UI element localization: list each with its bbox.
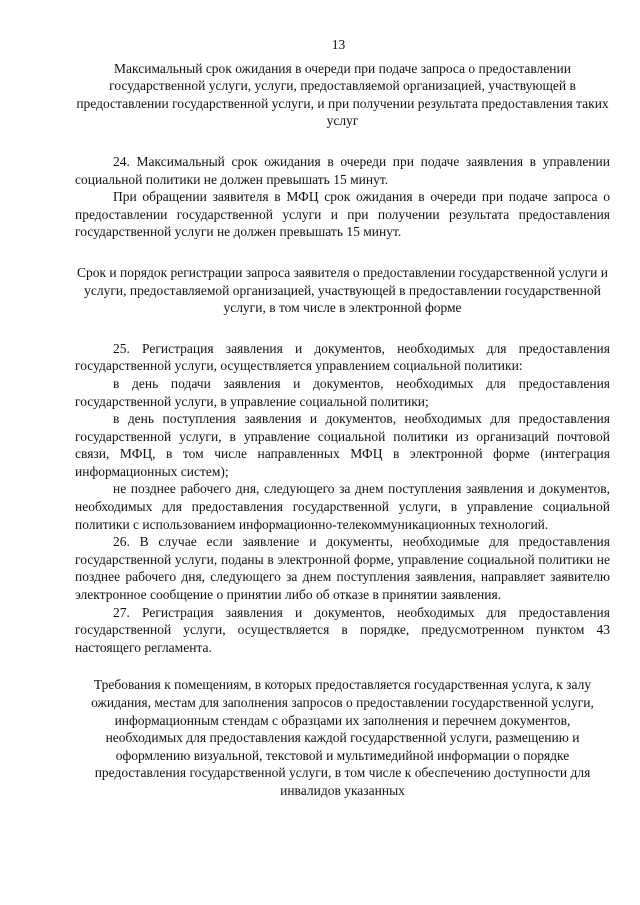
paragraph-24-mfc: При обращении заявителя в МФЦ срок ожидания в очереди при подаче запроса о предоставлении государственной услуги и при получении результата предоставления государственной услуги не должен превышать 15 минут. <box>75 189 610 240</box>
paragraph-25-item-a: в день подачи заявления и документов, необходимых для предоставления государственной услуги, в управление социальной политики; <box>75 375 610 409</box>
section-heading-premises-requirements: Требования к помещениям, в которых предоставляется государственная услуга, к залу ожидания, местам для заполнения запросов о предоставлении государственной услуги, информационным стендам с образцами их заполнения и перечнем документов, необходимых для предоставления каждой государственной услуги, размещению и оформлению визуальной, текстовой и мультимедийной информации о порядке предоставления государственной услуги, в том числе к обеспечению доступности для инвалидов указанных <box>91 677 594 798</box>
page-number: 13 <box>331 37 346 52</box>
section-heading-registration: Срок и порядок регистрации запроса заявителя о предоставлении государственной услуги и услуги, предоставляемой организацией, участвующей в предоставлении государственной услуги, в том числе в электронной форме <box>76 264 609 316</box>
paragraph-24: 24. Максимальный срок ожидания в очереди при подаче заявления в управлении социальной политики не должен превышать 15 минут. <box>75 153 610 187</box>
paragraph-27: 27. Регистрация заявления и документов, необходимых для предоставления государственной услуги, осуществляется в порядке, предусмотренном пунктом 43 настоящего регламента. <box>75 604 610 655</box>
paragraph-25-item-b: в день поступления заявления и документов, необходимых для предоставления государственной услуги, в управление социальной политики из организаций почтовой связи, МФЦ, в том числе направленных МФЦ в электронной форме (интеграция информационных систем); <box>75 411 610 479</box>
paragraph-25-item-c: не позднее рабочего дня, следующего за днем поступления заявления и документов, необходимых для предоставления государственной услуги, в управление социальной политики с использованием информационно-телекоммуникационных технологий. <box>75 481 610 532</box>
paragraph-26: 26. В случае если заявление и документы, необходимые для предоставления государственной услуги, поданы в электронной форме, управление социальной политики не позднее рабочего дня, следующего за днем поступления заявления, направляет заявителю электронное сообщение о принятии либо об отказе в принятии заявления. <box>75 534 610 603</box>
paragraph-25: 25. Регистрация заявления и документов, необходимых для предоставления государственной услуги, осуществляется управлением социальной политики: <box>75 340 610 374</box>
section-heading-waiting-time: Максимальный срок ожидания в очереди при подаче запроса о предоставлении государственной услуги, услуги, предоставляемой организацией, участвующей в предоставлении государственной услуги, и при получении результата предоставления таких услуг <box>76 60 609 129</box>
